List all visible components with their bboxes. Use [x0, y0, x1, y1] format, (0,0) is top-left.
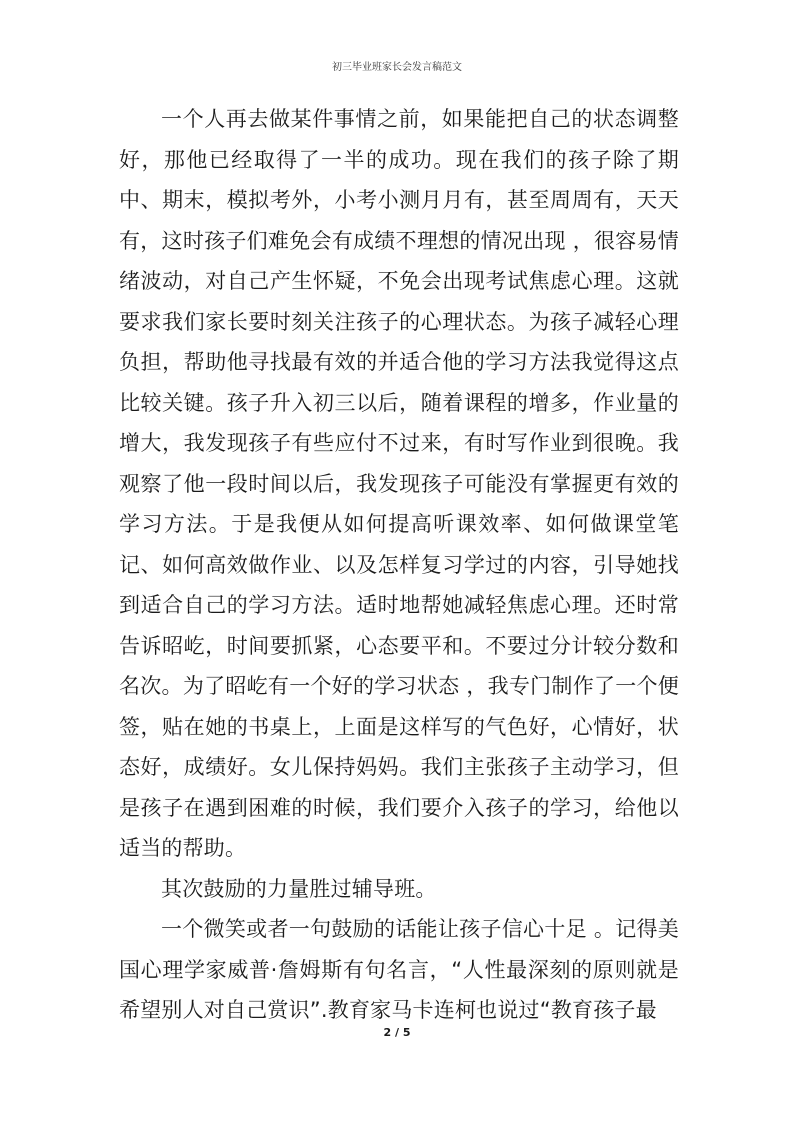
page-header [0, 61, 794, 75]
body-paragraph-1: 一个人再去做某件事情之前，如果能把自己的状态调整好，那他已经取得了一半的成功。现在我们的孩子除了期中、期末，模拟考外，小考小测月月有，甚至周周有，天天有，这时孩子们难免会有成绩不理想的情况出现 ，很容易情绪波动，对自己产生怀疑，不免会出现考试焦虑心理。这就要求我们家长要时刻关注孩子的心理状态。为孩子减轻心理负担，帮助他寻找最有效的并适合他的学习方法我觉得这点比较关键。孩子升入初三以后，随着课程的增多，作业量的增大，我发现孩子有些应付不过来，有时写作业到很晚。我观察了他一段时间以后，我发现孩子可能没有掌握更有效的学习方法。于是我便从如何提高听课效率、如何做课堂笔记、如何高效做作业、以及怎样复习学过的内容，引导她找到适合自己的学习方法。适时地帮她减轻焦虑心理。还时常告诉昭屹，时间要抓紧，心态要平和。不要过分计较分数和名次。为了昭屹有一个好的学习状态 ，我专门制作了一个便签，贴在她的书桌上，上面是这样写的气色好，心情好，状态好，成绩好。女儿保持妈妈。我们主张孩子主动学习，但是孩子在遇到困难的时候，我们要介入孩子的学习，给他以适当的帮助。 [119, 107, 679, 860]
document-header-title: 初三毕业班家长会发言稿范文 [332, 62, 462, 73]
document-body [119, 99, 679, 1031]
page-number: 2 / 5 [383, 1026, 411, 1039]
body-paragraph-3: 一个微笑或者一句鼓励的话能让孩子信心十足 。记得美国心理学家威普·詹姆斯有句名言，“人性最深刻的原则就是希望别人对自己赏识”.教育家马卡连柯也说过“教育孩子最 [119, 917, 679, 1022]
body-paragraph-2: 其次鼓励的力量胜过辅导班。 [161, 876, 437, 901]
